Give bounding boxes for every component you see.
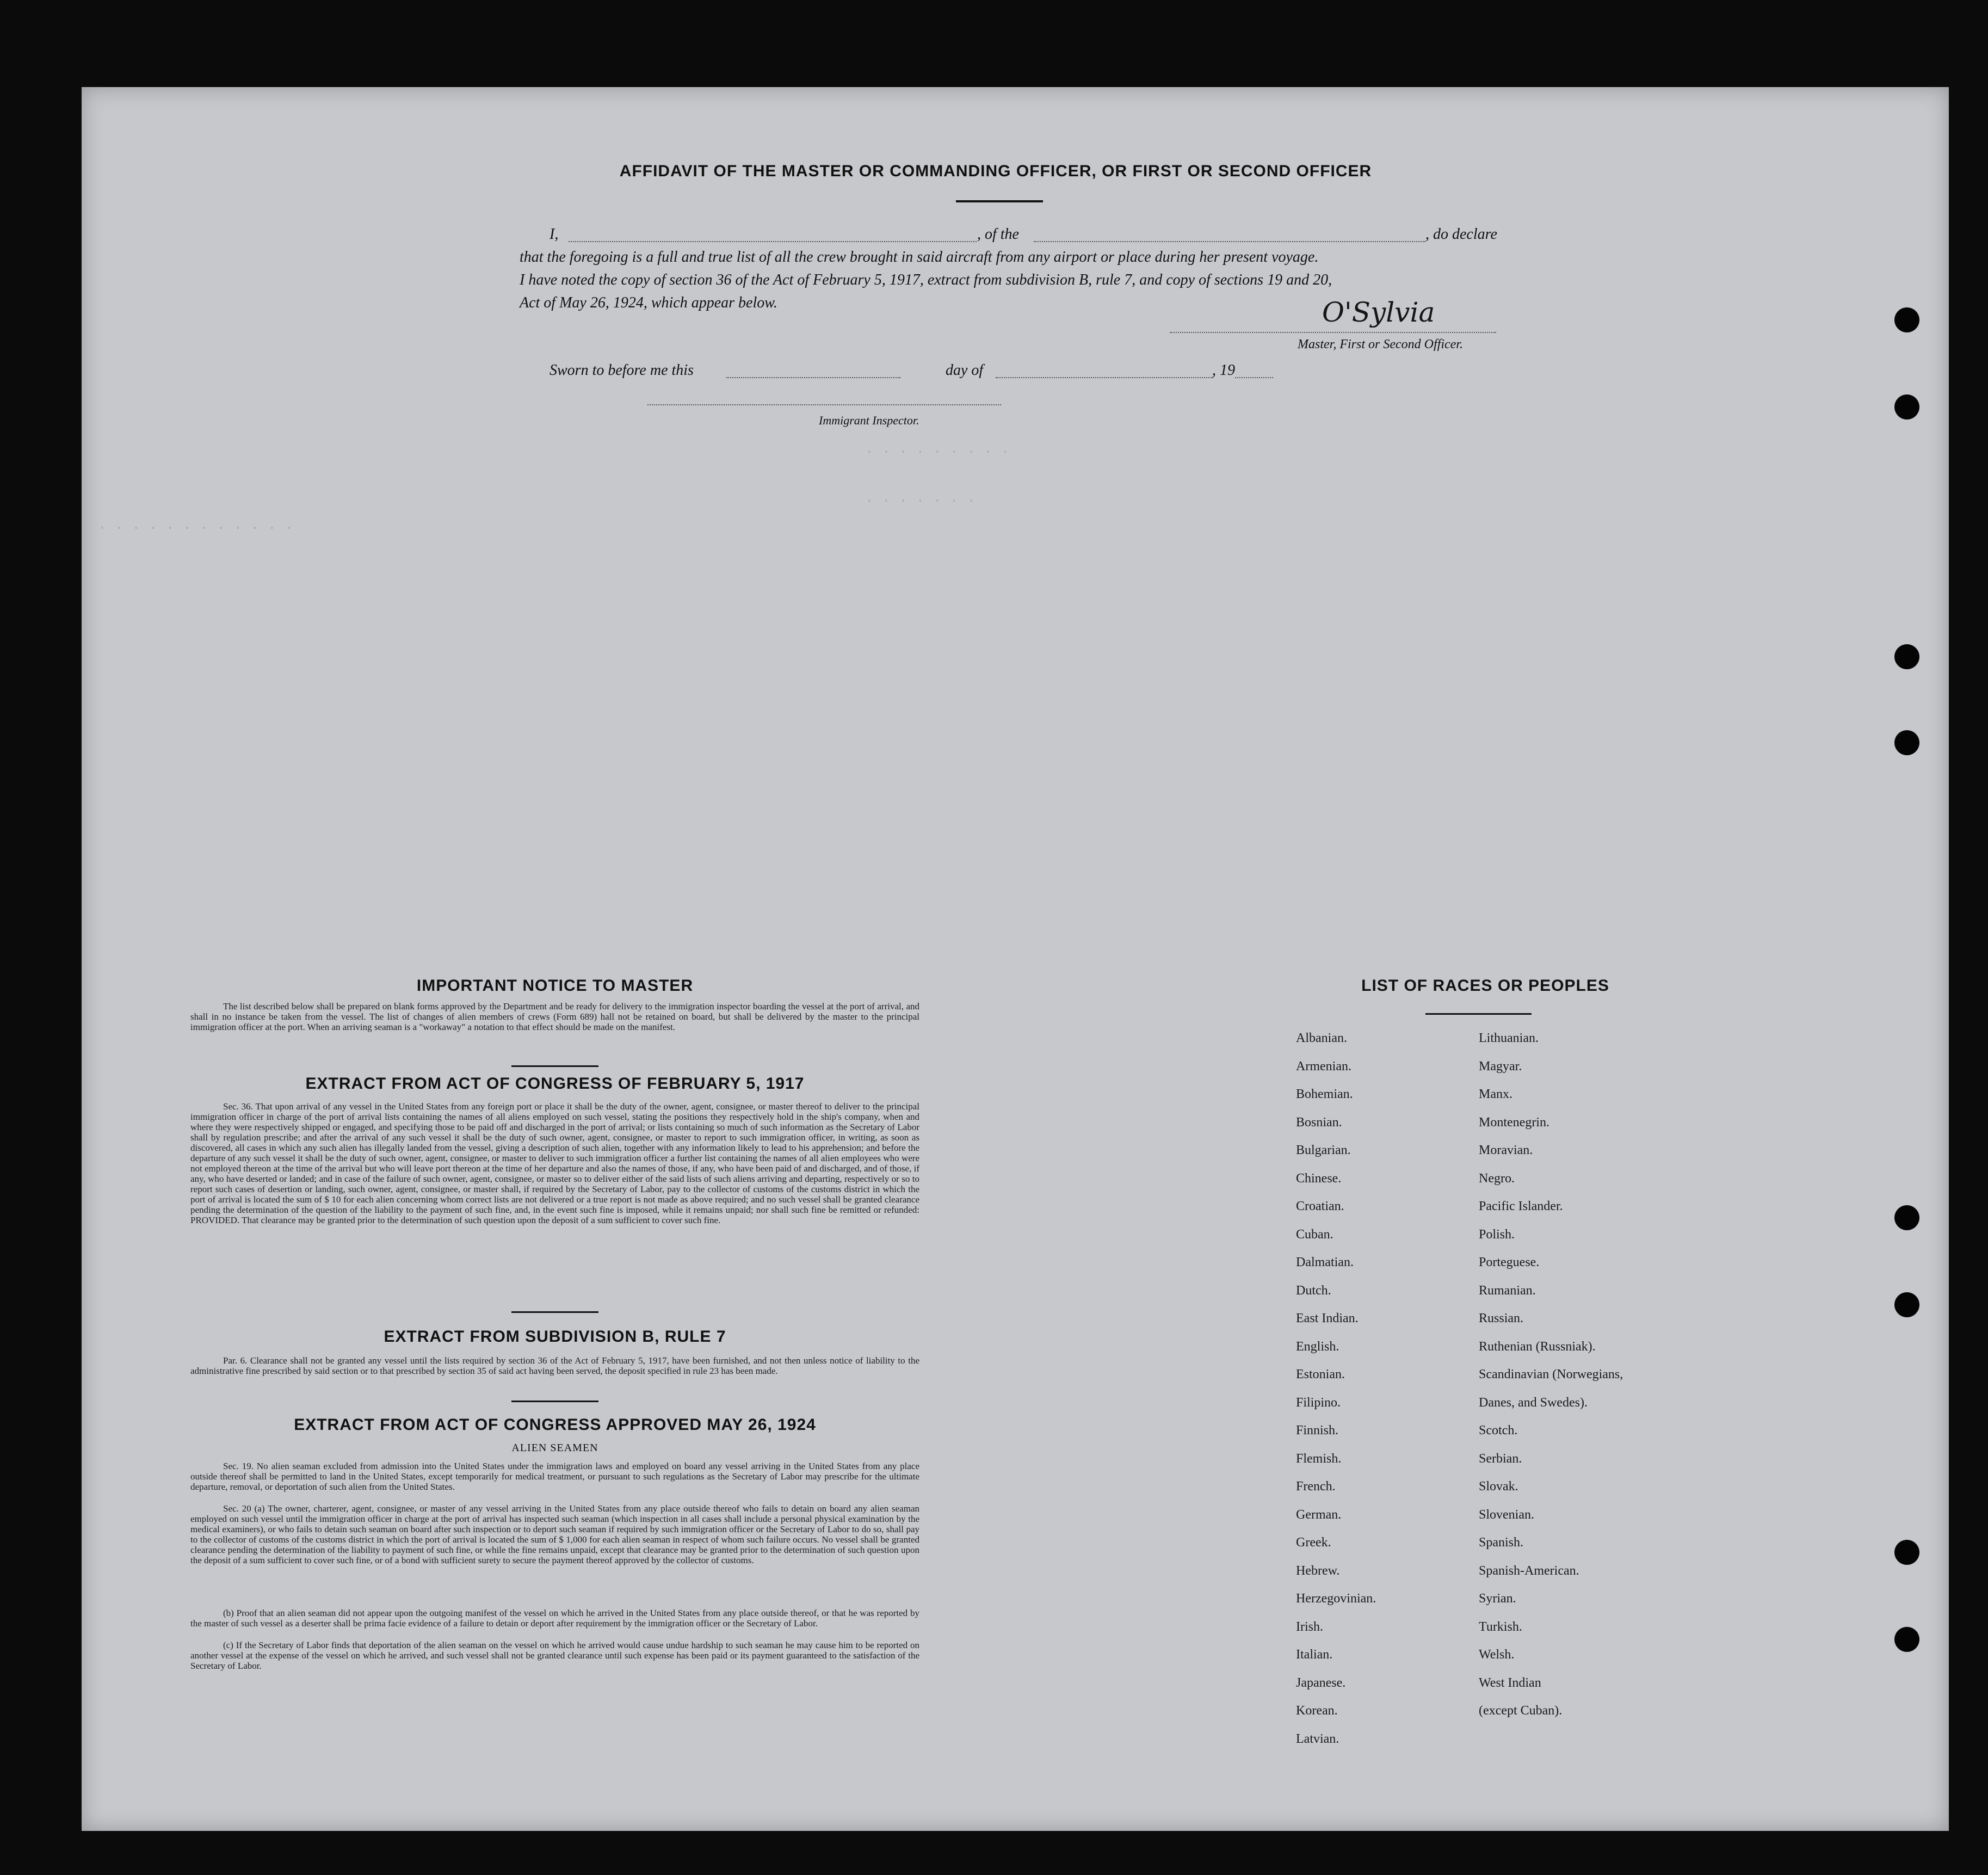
race-item: Latvian. — [1296, 1731, 1339, 1746]
race-item: Chinese. — [1296, 1171, 1342, 1186]
race-item: Spanish. — [1479, 1535, 1524, 1550]
affidavit-line-2: that the foregoing is a full and true list of all the crew brought in said aircraft from any airport or place during her present voyage. — [520, 249, 1319, 266]
bleed-through-text: . . . . . . . — [865, 490, 976, 506]
sec20c-body: (c) If the Secretary of Labor finds that deportation of the alien seaman on the vessel on which he arrived would cause undue hardship to such seaman he may cause him to be reported on another vessel at the expense of the vessel on which he arrived, and such vessel shall not be granted clearance until such expense has been paid or its payment guaranteed to the satisfaction of the Secretary of Labor. — [190, 1640, 919, 1671]
rule7-title: EXTRACT FROM SUBDIVISION B, RULE 7 — [384, 1328, 726, 1346]
inspector-caption: Immigrant Inspector. — [819, 414, 919, 427]
affidavit-i: I, — [550, 226, 559, 243]
punch-hole — [1894, 394, 1919, 420]
divider — [511, 1311, 598, 1313]
race-item: Finnish. — [1296, 1423, 1339, 1438]
name-blank — [569, 241, 977, 242]
punch-hole — [1894, 1292, 1919, 1317]
sworn-day-blank — [726, 377, 900, 378]
bleed-through-text: . . . . . . . . . — [865, 441, 1010, 457]
affidavit-of-the: , of the — [977, 226, 1019, 243]
race-item: Pacific Islander. — [1479, 1199, 1563, 1213]
race-item: Danes, and Swedes). — [1479, 1395, 1588, 1410]
race-item: Irish. — [1296, 1619, 1323, 1634]
divider — [511, 1401, 598, 1402]
races-column-2 — [1479, 1031, 1623, 1732]
race-item: Armenian. — [1296, 1059, 1351, 1074]
extract-1917-body: Sec. 36. That upon arrival of any vessel in the United States from any foreign port or place it shall be the duty of the owner, agent, consignee, or master thereof to deliver to the principal immigration officer in charge of the port of arrival lists containing the names of all aliens employed on such vessel, stating the positions they respectively hold in the ship's company, when and where they were respectively shipped or engaged, and specifying those to be paid off and discharged in the port of arrival; or lists containing so much of such information as the Secretary of Labor shall by regulation prescribe; and after the arrival of any such vessel it shall be the duty of such owner, agent, consignee, or master to report to such immigration officer, in writing, as soon as discovered, all cases in which any such alien has illegally landed from the vessel, giving a description of such alien, together with any information likely to lead to his apprehension; and before the departure of any such vessel it shall be the duty of such owner, agent, consignee, or master to deliver to such immigration officer a further list containing the names of all alien employees who were not employed thereon at the time of the arrival but who will leave port thereon at the time of her departure and also the names of those, if any, who have been paid of and discharged, and of those, if any, who have deserted or landed; and in case of the failure of such owner, agent, consignee, or master so to deliver either of the said lists of such aliens arriving and departing, respectively or so to report such cases of desertion or landing, such owner, agent, consignee, or master shall, if required by the Secretary of Labor, pay to the collector of customs of the customs district in which the port of arrival is located the sum of $ 10 for each alien concerning whom correct lists are not delivered or a true report is not made as above required; and no such vessel shall be granted clearance pending the determination of the question of the liability to the payment of such fine, and, in the event such fine is imposed, while it remains unpaid; nor shall such fine be remitted or refunded: PROVIDED. That clearance may be granted prior to the determination of such question upon the deposit of a sum sufficient to cover such fine. — [190, 1101, 919, 1225]
race-item: French. — [1296, 1479, 1336, 1494]
race-item: East Indian. — [1296, 1311, 1359, 1325]
race-item: Porteguese. — [1479, 1255, 1540, 1269]
race-item: Turkish. — [1479, 1619, 1522, 1634]
race-item: West Indian — [1479, 1675, 1541, 1690]
race-item: (except Cuban). — [1479, 1704, 1563, 1718]
punch-hole — [1894, 1540, 1919, 1565]
race-item: Lithuanian. — [1479, 1031, 1539, 1045]
punch-hole — [1894, 307, 1919, 332]
race-item: Magyar. — [1479, 1059, 1522, 1074]
race-item: Albanian. — [1296, 1031, 1347, 1045]
race-item: Slovak. — [1479, 1479, 1518, 1494]
race-item: Syrian. — [1479, 1592, 1516, 1606]
day-of-label: day of — [946, 362, 984, 379]
extract-1917-title: EXTRACT FROM ACT OF CONGRESS OF FEBRUARY 5, 1917 — [305, 1075, 805, 1093]
sworn-label: Sworn to before me this — [550, 362, 694, 379]
race-item: Croatian. — [1296, 1199, 1344, 1213]
extract-1924-title: EXTRACT FROM ACT OF CONGRESS APPROVED MAY 26, 1924 — [294, 1416, 816, 1434]
signature-caption: Master, First or Second Officer. — [1298, 337, 1463, 351]
race-item: Bosnian. — [1296, 1115, 1342, 1130]
affidavit-line-3: I have noted the copy of section 36 of the Act of February 5, 1917, extract from subdivision B, rule 7, and copy of sections 19 and 20, — [520, 272, 1332, 288]
race-item: Spanish-American. — [1479, 1563, 1579, 1578]
document-page — [82, 87, 1949, 1831]
race-item: Italian. — [1296, 1648, 1333, 1662]
race-item: Negro. — [1479, 1171, 1515, 1186]
race-item: Rumanian. — [1479, 1283, 1536, 1298]
sec20a-body: Sec. 20 (a) The owner, charterer, agent, consignee, or master of any vessel arriving in the United States from any place outside thereof who fails to detain on board any alien seaman employed on such vessel until the immigration officer in charge at the port of arrival has inspected such seaman (which inspection in all cases shall include a personal physical examination by the medical examiners), or who fails to detain such seaman on board after such inspection or to deport such seaman if required by such immigration officer or the Secretary of Labor to do so, shall pay to the collector of customs of the customs district in which the port of arrival is located the sum of $ 1,000 for each alien seaman in respect of whom such failure occurs. No vessel shall be granted clearance pending the determination of the liability to payment of such fine, or while the fine remains unpaid, except that clearance may be granted prior to the determination of such question upon the deposit of a sum sufficient to cover such fine, or of a bond with sufficient surety to secure the payment thereof approved by the collector of customs. — [190, 1503, 919, 1565]
race-item: Scandinavian (Norwegians, — [1479, 1367, 1623, 1381]
year-blank — [1235, 377, 1273, 378]
affidavit-line-4: Act of May 26, 1924, which appear below. — [520, 294, 777, 311]
race-item: Hebrew. — [1296, 1563, 1340, 1578]
race-item: Flemish. — [1296, 1451, 1342, 1466]
race-item: Bohemian. — [1296, 1087, 1353, 1101]
punch-hole — [1894, 1205, 1919, 1230]
notice-title: IMPORTANT NOTICE TO MASTER — [416, 977, 694, 995]
divider — [511, 1065, 598, 1067]
race-item: Moravian. — [1479, 1143, 1533, 1157]
race-item: Manx. — [1479, 1087, 1512, 1101]
race-item: Herzegovinian. — [1296, 1592, 1376, 1606]
punch-hole — [1894, 644, 1919, 669]
inspector-line — [647, 404, 1001, 405]
race-item: English. — [1296, 1339, 1339, 1354]
races-title: LIST OF RACES OR PEOPLES — [1361, 977, 1609, 995]
race-item: Korean. — [1296, 1704, 1338, 1718]
signature: O'Sylvia — [1322, 297, 1435, 328]
rule7-body: Par. 6. Clearance shall not be granted any vessel until the lists required by section 36 of the Act of February 5, 1917, have been furnished, and not then unless notice of liability to the administrative fine prescribed by said section or to that prescribed by section 35 of said act having been served, the deposit specified in rule 23 has been made. — [190, 1355, 919, 1376]
races-underline — [1425, 1013, 1532, 1015]
race-item: Bulgarian. — [1296, 1143, 1351, 1157]
race-item: Russian. — [1479, 1311, 1524, 1325]
race-item: Filipino. — [1296, 1395, 1341, 1410]
punch-hole — [1894, 1627, 1919, 1652]
notice-body: The list described below shall be prepared on blank forms approved by the Department and be ready for delivery to the immigration inspector boarding the vessel at the port of arrival, and shall in no instance be taken from the vessel. The list of changes of alien members of crews (Form 689) hall not be retained on board, but shall be delivered by the master to the principal immigration officer at the port. When an arriving seaman is a "workaway" a notation to that effect should be made on the manifest. — [190, 1001, 919, 1032]
extract-1924-subtitle: ALIEN SEAMEN — [511, 1442, 598, 1454]
race-item: Welsh. — [1479, 1648, 1515, 1662]
race-item: Serbian. — [1479, 1451, 1522, 1466]
title-underline — [956, 200, 1043, 202]
race-item: Estonian. — [1296, 1367, 1345, 1381]
affidavit-do-declare: , do declare — [1425, 226, 1497, 243]
year-label: , 19 — [1212, 362, 1235, 379]
race-item: Ruthenian (Russniak). — [1479, 1339, 1596, 1354]
race-item: Polish. — [1479, 1227, 1515, 1242]
race-item: Dutch. — [1296, 1283, 1331, 1298]
race-item: Slovenian. — [1479, 1507, 1534, 1522]
race-item: Scotch. — [1479, 1423, 1518, 1438]
races-column-1 — [1296, 1031, 1376, 1760]
punch-hole — [1894, 730, 1919, 755]
month-blank — [996, 377, 1213, 378]
sec20b-body: (b) Proof that an alien seaman did not appear upon the outgoing manifest of the vessel on which he arrived in the United States from any place outside thereof, or that he was reported by the master of such vessel as a deserter shall be prima facie evidence of a failure to detain or deport after requirement by the immigration officer or the Secretary of Labor. — [190, 1608, 919, 1629]
race-item: Montenegrin. — [1479, 1115, 1549, 1130]
race-item: Greek. — [1296, 1535, 1331, 1550]
sec19-body: Sec. 19. No alien seaman excluded from admission into the United States under the immigration laws and employed on board any vessel arriving in the United States from any place outside thereof shall be permitted to land in the United States, except temporarily for medical treatment, or pursuant to such regulations as the Secretary of Labor may prescribe for the ultimate departure, removal, or deportation of such alien from the United States. — [190, 1461, 919, 1492]
race-item: Cuban. — [1296, 1227, 1333, 1242]
race-item: Dalmatian. — [1296, 1255, 1354, 1269]
affidavit-title: AFFIDAVIT OF THE MASTER OR COMMANDING OFFICER, OR FIRST OR SECOND OFFICER — [619, 162, 1372, 180]
race-item: German. — [1296, 1507, 1342, 1522]
vessel-blank — [1034, 241, 1425, 242]
race-item: Japanese. — [1296, 1675, 1346, 1690]
bleed-through-text: . . . . . . . . . . . . — [98, 517, 293, 533]
